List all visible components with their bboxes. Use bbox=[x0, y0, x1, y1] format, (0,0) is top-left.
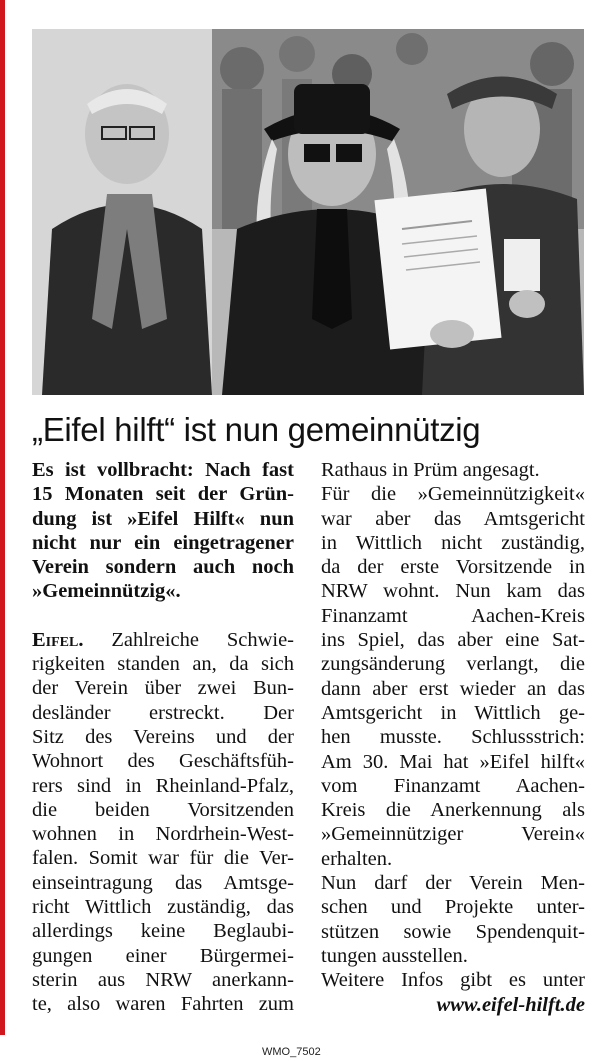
body-line: die beiden Vorsitzenden bbox=[32, 798, 294, 821]
body-line: NRW wohnt. Nun kam das bbox=[321, 580, 585, 603]
website-link[interactable]: www.eifel-hilft.de bbox=[436, 993, 585, 1016]
body-line: ins Spiel, das aber eine Sat- bbox=[321, 629, 585, 652]
body-line: desländer erstreckt. Der bbox=[32, 701, 294, 724]
lead-line: Es ist vollbracht: Nach fast bbox=[32, 459, 294, 481]
body-line: gungen einer Bürgermei- bbox=[32, 944, 294, 967]
body-line: einseintragung das Amtsge- bbox=[32, 871, 294, 894]
article-column-right bbox=[321, 458, 585, 1017]
body-line: Wohnort des Geschäftsfüh- bbox=[32, 750, 294, 773]
article-photo bbox=[32, 29, 584, 395]
body-line: zungsänderung verlangt, die bbox=[321, 653, 585, 676]
lead-line: nicht nur ein eingetragener bbox=[32, 531, 294, 554]
body-line: Für die »Gemeinnützigkeit« bbox=[321, 483, 585, 506]
body-line bbox=[32, 628, 294, 652]
body-line: allerdings keine Beglaubi- bbox=[32, 920, 294, 943]
body-line: Rathaus in Prüm angesagt. bbox=[321, 459, 540, 481]
body-line: hen musste. Schlussstrich: bbox=[321, 726, 585, 749]
body-line: Finanzamt Aachen-Kreis bbox=[321, 604, 585, 627]
body-line: tungen ausstellen. bbox=[321, 944, 468, 967]
body-line: dann aber erst wieder an das bbox=[321, 677, 585, 700]
body-line: Amtsgericht in Wittlich ge- bbox=[321, 701, 585, 724]
body-line: schen und Projekte unter- bbox=[321, 896, 585, 919]
lead-line: 15 Monaten seit der Grün- bbox=[32, 483, 294, 506]
body-line: vom Finanzamt Aachen- bbox=[321, 774, 585, 797]
body-line: rigkeiten standen an, da sich bbox=[32, 653, 294, 676]
lead-line: Verein sondern auch noch bbox=[32, 556, 294, 579]
body-line: »Gemeinnütziger Verein« bbox=[321, 823, 585, 846]
body-line: der Verein über zwei Bun- bbox=[32, 677, 294, 700]
body-first-rest: Zahlreiche Schwie- bbox=[111, 628, 295, 651]
body-line: war aber das Amtsgericht bbox=[321, 507, 585, 530]
body-line: in Wittlich nicht zuständig, bbox=[321, 531, 585, 554]
body-line: Sitz des Vereins und der bbox=[32, 725, 294, 748]
body-line: Am 30. Mai hat »Eifel hilft« bbox=[321, 750, 585, 773]
lead-line: dung ist »Eifel Hilft« nun bbox=[32, 507, 294, 530]
body-line: rers sind in Rheinland-Pfalz, bbox=[32, 774, 294, 797]
footer-code: WMO_7502 bbox=[262, 1046, 321, 1058]
accent-bar bbox=[0, 0, 5, 1035]
body-line: wohnen in Nordrhein-West- bbox=[32, 823, 294, 846]
body-line: te, also waren Fahrten zum bbox=[32, 993, 294, 1016]
dateline: Eifel. bbox=[32, 628, 84, 651]
body-line: da der erste Vorsitzende in bbox=[321, 556, 585, 579]
lead-line: »Gemeinnützig«. bbox=[32, 580, 181, 603]
body-line: erhalten. bbox=[321, 847, 393, 870]
body-line: Nun darf der Verein Men- bbox=[321, 872, 585, 895]
headline: „Eifel hilft“ ist nun gemeinnützig bbox=[32, 411, 481, 448]
body-line: Kreis die Anerkennung als bbox=[321, 799, 585, 822]
body-line: sterin aus NRW anerkann- bbox=[32, 968, 294, 991]
body-line: stützen sowie Spendenquit- bbox=[321, 920, 585, 943]
body-line: Weitere Infos gibt es unter bbox=[321, 969, 585, 992]
body-line: richt Wittlich zuständig, das bbox=[32, 896, 294, 919]
body-line: falen. Somit war für die Ver- bbox=[32, 847, 294, 870]
article-column-left bbox=[32, 458, 294, 1017]
